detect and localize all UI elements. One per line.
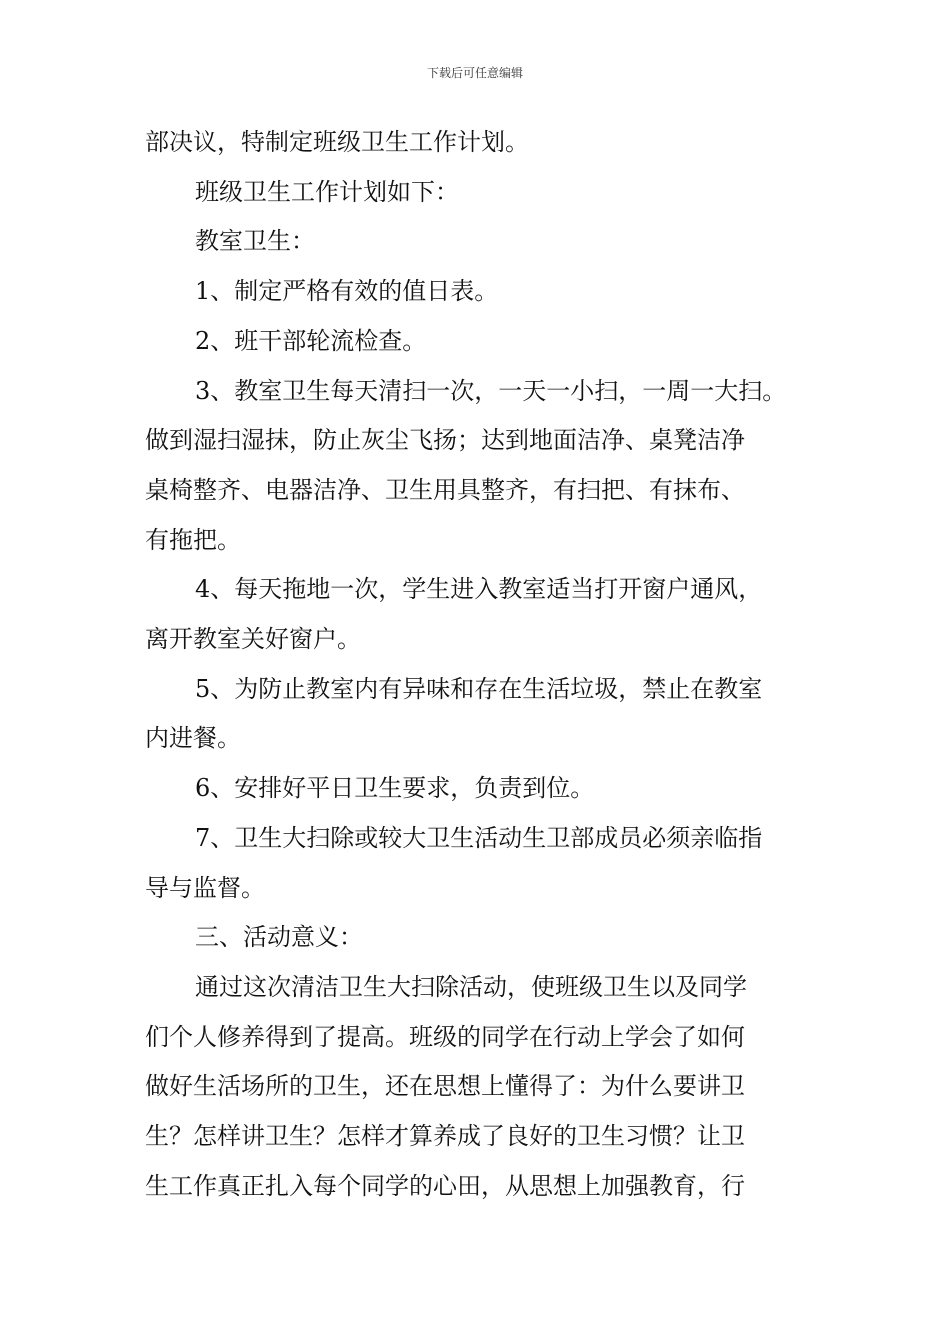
paragraph-line: 离开教室关好窗户。 [145, 625, 361, 653]
paragraph-line: 教室卫生： [195, 227, 315, 256]
paragraph-line: 1、制定严格有效的值日表。 [195, 277, 499, 306]
paragraph-line: 有拖把。 [145, 525, 241, 554]
paragraph-line: 部决议，特制定班级卫生工作计划。 [145, 128, 529, 156]
paragraph-line: 三、活动意义： [195, 923, 363, 952]
paragraph-line: 们个人修养得到了提高。班级的同学在行动上学会了如何 [145, 1022, 745, 1051]
paragraph-line: 通过这次清洁卫生大扫除活动，使班级卫生以及同学 [195, 972, 747, 1001]
paragraph-line: 生？怎样讲卫生？怎样才算养成了良好的卫生习惯？让卫 [145, 1122, 745, 1150]
paragraph-line: 做到湿扫湿抹，防止灰尘飞扬；达到地面洁净、桌凳洁净 [145, 426, 745, 455]
paragraph-line: 4、每天拖地一次，学生进入教室适当打开窗户通风， [195, 575, 763, 604]
paragraph-line: 做好生活场所的卫生，还在思想上懂得了：为什么要讲卫 [145, 1072, 745, 1101]
paragraph-line: 内进餐。 [145, 724, 241, 753]
paragraph-line: 班级卫生工作计划如下： [195, 177, 459, 206]
paragraph-line: 3、教室卫生每天清扫一次，一天一小扫，一周一大扫。 [195, 376, 787, 405]
paragraph-line: 生工作真正扎入每个同学的心田，从思想上加强教育，行 [145, 1171, 745, 1200]
paragraph-line: 6、安排好平日卫生要求，负责到位。 [195, 774, 595, 803]
paragraph-line: 导与监督。 [145, 873, 265, 902]
paragraph-line: 桌椅整齐、电器洁净、卫生用具整齐，有扫把、有抹布、 [145, 475, 745, 504]
paragraph-line: 5、为防止教室内有异味和存在生活垃圾，禁止在教室 [195, 674, 763, 703]
paragraph-line: 7、卫生大扫除或较大卫生活动生卫部成员必须亲临指 [195, 823, 763, 852]
paragraph-line: 2、班干部轮流检查。 [195, 326, 427, 355]
page-header: 下载后可任意编辑 [426, 66, 523, 80]
